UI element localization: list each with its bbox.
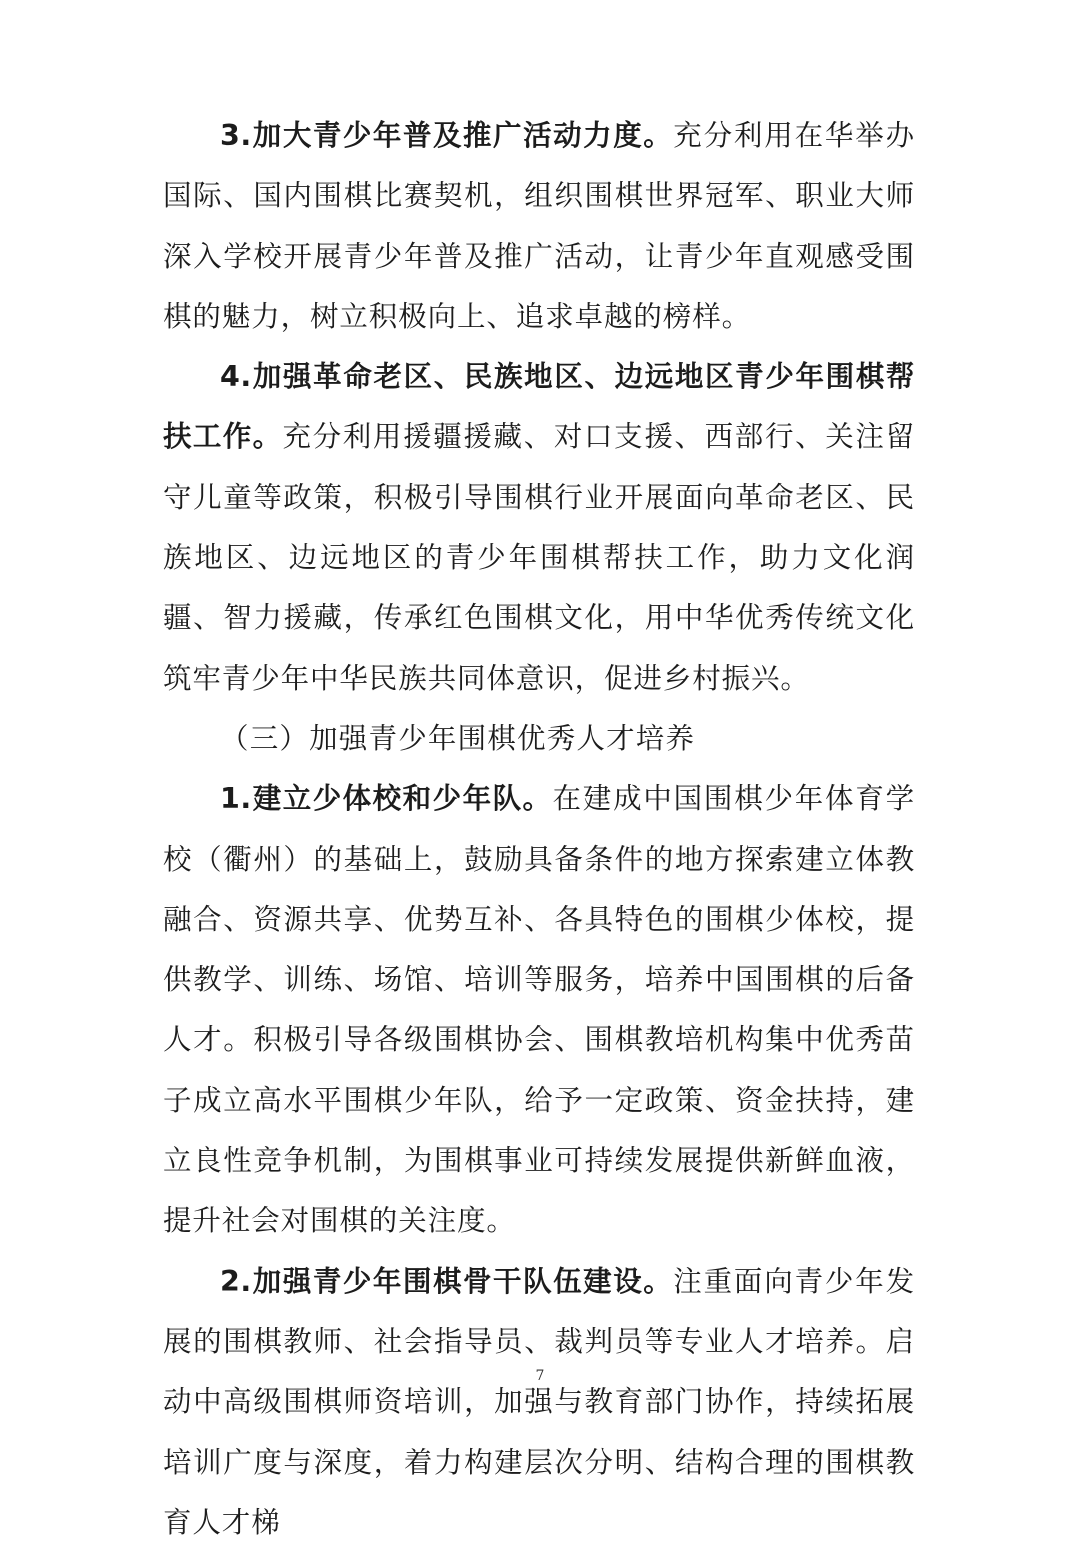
paragraph-3-body: 充分利用在华举办国际、国内围棋比赛契机，组织围棋世界冠军、职业大师深入学校开展青少年普及推广活动，让青少年直观感受围棋的魅力，树立积极向上、追求卓越的榜样。 [163, 119, 915, 333]
paragraph-1 [163, 769, 915, 1251]
paragraph-2-body: 注重面向青少年发展的围棋教师、社会指导员、裁判员等专业人才培养。启动中高级围棋师资培训，加强与教育部门协作，持续拓展培训广度与深度，着力构建层次分明、结构合理的围棋教育人才梯 [163, 1264, 915, 1539]
paragraph-4-lead: 4.加强革命老区、民族地区、边远地区青少年围棋帮扶工作。 [163, 360, 915, 454]
paragraph-3-lead: 3.加大青少年普及推广活动力度。 [220, 119, 674, 152]
paragraph-4 [163, 347, 915, 709]
paragraph-2 [163, 1252, 915, 1553]
document-page [163, 106, 915, 1553]
paragraph-3 [163, 106, 915, 347]
section-heading: （三）加强青少年围棋优秀人才培养 [220, 721, 696, 755]
paragraph-1-lead: 1.建立少体校和少年队。 [220, 782, 553, 816]
page-number: 7 [535, 1368, 545, 1384]
paragraph-4-body: 充分利用援疆援藏、对口支援、西部行、关注留守儿童等政策，积极引导围棋行业开展面向革命老区、民族地区、边远地区的青少年围棋帮扶工作，助力文化润疆、智力援藏，传承红色围棋文化，用中华优秀传统文化筑牢青少年中华民族共同体意识，促进乡村振兴。 [163, 420, 915, 695]
paragraph-2-lead: 2.加强青少年围棋骨干队伍建设。 [220, 1264, 674, 1298]
paragraph-1-body: 在建成中国围棋少年体育学校（衢州）的基础上，鼓励具备条件的地方探索建立体教融合、资源共享、优势互补、各具特色的围棋少体校，提供教学、训练、场馆、培训等服务，培养中国围棋的后备人才。积极引导各级围棋协会、围棋教培机构集中优秀苗子成立高水平围棋少年队，给予一定政策、资金扶持，建立良性竞争机制，为围棋事业可持续发展提供新鲜血液，提升社会对围棋的关注度。 [163, 782, 915, 1238]
